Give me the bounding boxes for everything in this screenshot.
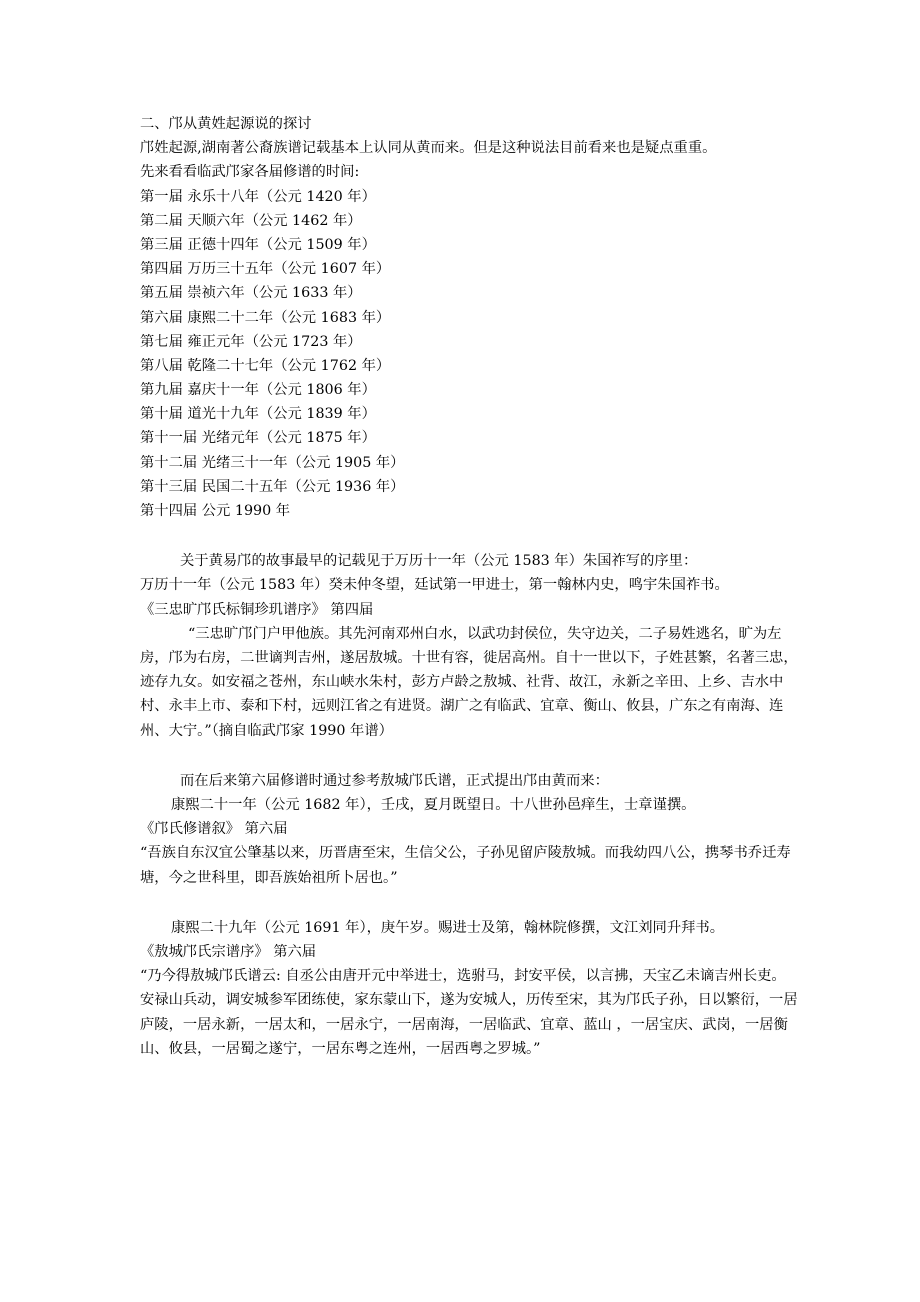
document-body: [140, 112, 800, 1061]
section2-quote: “吾族自东汉宜公肇基以来，历晋唐至宋，生信父公，子孙见留庐陵敖城。而我幼四八公，携琴书乔迁寿塘，今之世科里，即吾族始祖所卜居也。”: [140, 845, 791, 886]
edition-item: 第四届 万历三十五年（公元 1607 年）: [140, 261, 391, 278]
edition-item: 第三届 正德十四年（公元 1509 年）: [140, 236, 376, 253]
edition-item: 第九届 嘉庆十一年（公元 1806 年）: [140, 382, 376, 399]
section3-source: 《敖城邝氏宗谱序》 第六届: [140, 943, 317, 960]
section2-source: 《邝氏修谱叙》 第六届: [140, 821, 288, 838]
edition-item: 第十二届 光绪三十一年（公元 1905 年）: [140, 454, 405, 471]
section-heading: 二、邝从黄姓起源说的探讨: [140, 116, 312, 132]
section1-quote: “三忠旷邝门户甲他族。其先河南邓州白水，以武功封侯位，失守边关，二子易姓逃名，旷为左房，邝为右房，二世谪判吉州，遂居敖城。十世有容，徙居高州。自十一世以下，子姓甚繁，名著三忠，迹存九女。如安福之苍州，东山峡水朱村，彭方卢龄之敖城、社背、故江，永新之辛田、上乡、吉水中村、永丰上市、泰和下村，远则江省之有进贤。湖广之有临武、宜章、衡山、攸县，广东之有南海、连州、大宁。”（摘自临武邝家 1990 年谱）: [140, 625, 798, 739]
section1-source: 《三忠旷邝氏标铜珍玑谱序》 第四届: [140, 601, 374, 618]
section1-date: 万历十一年（公元 1583 年）癸未仲冬望，廷试第一甲进士，第一翰林内史，鸣宇朱国祚书。: [140, 577, 729, 594]
editions-list: [140, 185, 800, 524]
edition-item: 第五届 崇祯六年（公元 1633 年）: [140, 285, 362, 302]
section1-intro: 关于黄易邝的故事最早的记载见于万历十一年（公元 1583 年）朱国祚写的序里：: [180, 553, 698, 570]
edition-item: 第十四届 公元 1990 年: [140, 503, 291, 519]
section2-date: 康熙二十一年（公元 1682 年），壬戌，夏月既望日。十八世孙邑痒生，士章谨撰。: [171, 796, 696, 813]
edition-item: 第八届 乾隆二十七年（公元 1762 年）: [140, 357, 391, 374]
edition-item: 第六届 康熙二十二年（公元 1683 年）: [140, 309, 391, 326]
section3-date: 康熙二十九年（公元 1691 年），庚午岁。赐进士及第，翰林院修撰，文江刘同升拜书。: [171, 919, 725, 936]
edition-item: 第二届 天顺六年（公元 1462 年）: [140, 212, 362, 229]
edition-item: 第七届 雍正元年（公元 1723 年）: [140, 333, 362, 350]
section3-quote: “乃今得敖城邝氏谱云: 自丞公由唐开元中举进士，选驸马，封安平侯，以言拂，天宝乙未谪吉州长吏。安禄山兵动，调安城参军团练使，家东蒙山下，遂为安城人，历传至宋，其为邝氏子孙，日以繁衍，一居庐陵，一居永新，一居太和，一居永宁，一居南海，一居临武、宜章、蓝山 ，一居宝庆、武岗，一居衡山、攸县，一居蜀之遂宁，一居东粤之连州，一居西粤之罗城。”: [140, 968, 798, 1057]
edition-item: 第十届 道光十九年（公元 1839 年）: [140, 406, 376, 423]
edition-item: 第一届 永乐十八年（公元 1420 年）: [140, 188, 376, 205]
section1-quote-wrapper: [140, 622, 800, 743]
intro-paragraph-2: 先来看看临武邝家各届修谱的时间:: [140, 164, 360, 181]
edition-item: 第十一届 光绪元年（公元 1875 年）: [140, 430, 376, 447]
edition-item: 第十三届 民国二十五年（公元 1936 年）: [140, 478, 405, 495]
section2-intro: 而在后来第六届修谱时通过参考敖城邝氏谱，正式提出邝由黄而来：: [180, 772, 609, 789]
intro-paragraph: 邝姓起源,湖南著公裔族谱记载基本上认同从黄而来。但是这种说法目前看来也是疑点重重。: [140, 140, 717, 157]
